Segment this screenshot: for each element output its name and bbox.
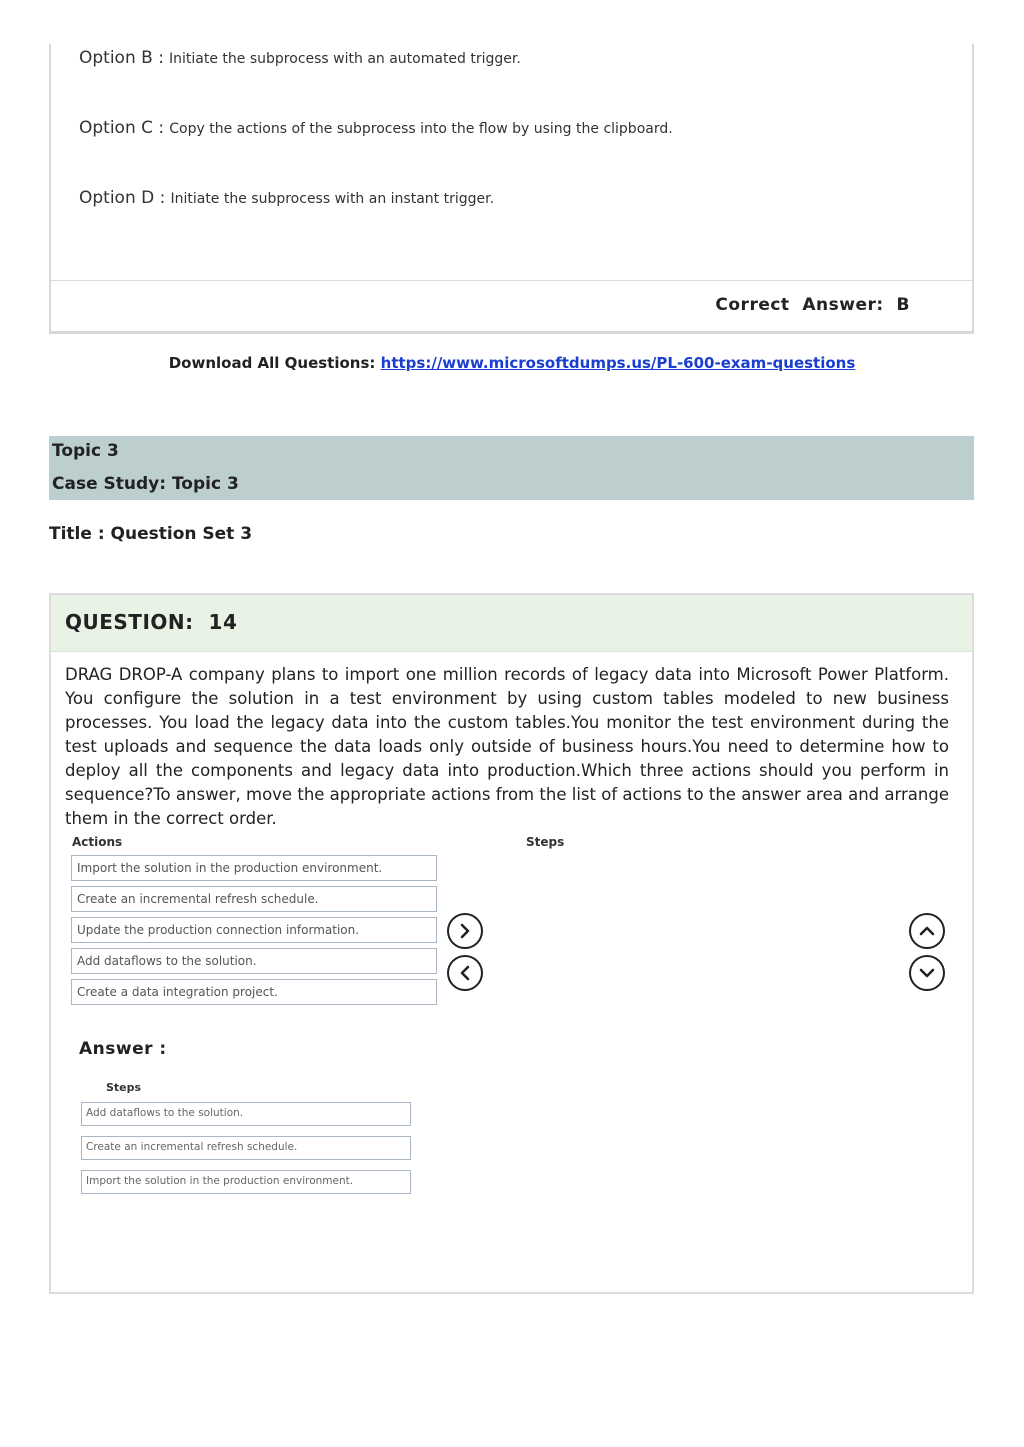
answer-step: Create an incremental refresh schedule. xyxy=(81,1136,411,1160)
correct-answer: Correct Answer: B xyxy=(715,295,910,315)
answer-step: Import the solution in the production environment. xyxy=(81,1170,411,1194)
question-number: QUESTION: 14 xyxy=(65,610,238,634)
download-link[interactable]: https://www.microsoftdumps.us/PL-600-exam-questions xyxy=(380,354,856,372)
action-item[interactable]: Import the solution in the production environment. xyxy=(71,855,437,881)
option-b-label: Option B : xyxy=(79,48,164,68)
previous-question-card xyxy=(49,44,974,334)
divider xyxy=(51,280,972,281)
question-card xyxy=(49,593,974,1294)
action-item[interactable]: Add dataflows to the solution. xyxy=(71,948,437,974)
download-label: Download All Questions: xyxy=(168,354,376,372)
question-header xyxy=(51,595,972,652)
topic-name: Topic 3 xyxy=(52,441,119,461)
option-c-text: Copy the actions of the subprocess into the flow by using the clipboard. xyxy=(169,121,673,137)
actions-header: Actions xyxy=(72,835,123,849)
answer-label: Answer : xyxy=(79,1039,167,1059)
option-b-text: Initiate the subprocess with an automated trigger. xyxy=(169,51,521,67)
case-study: Case Study: Topic 3 xyxy=(52,474,239,494)
move-down-icon[interactable] xyxy=(909,955,945,991)
question-set-title: Title : Question Set 3 xyxy=(49,524,253,544)
download-line xyxy=(0,354,1024,372)
option-d xyxy=(79,188,494,208)
action-item[interactable]: Create a data integration project. xyxy=(71,979,437,1005)
move-left-icon[interactable] xyxy=(447,955,483,991)
option-d-text: Initiate the subprocess with an instant trigger. xyxy=(170,191,495,207)
move-right-icon[interactable] xyxy=(447,913,483,949)
answer-step: Add dataflows to the solution. xyxy=(81,1102,411,1126)
option-b xyxy=(79,48,521,68)
option-d-label: Option D : xyxy=(79,188,166,208)
option-c-label: Option C : xyxy=(79,118,165,138)
action-item[interactable]: Update the production connection information. xyxy=(71,917,437,943)
topic-band xyxy=(49,436,974,500)
answer-steps-header: Steps xyxy=(106,1081,142,1094)
action-item[interactable]: Create an incremental refresh schedule. xyxy=(71,886,437,912)
steps-header: Steps xyxy=(526,835,565,849)
option-c xyxy=(79,118,673,138)
question-text: DRAG DROP-A company plans to import one million records of legacy data into Microsoft Power Platform. You configure the solution in a test environment by using custom tables modeled to new business processes. You load the legacy data into the custom tables.You monitor the test environment during the test uploads and sequence the data loads only outside of business hours.You need to determine how to deploy all the components and legacy data into production.Which three actions should you perform in sequence?To answer, move the appropriate actions from the list of actions to the answer area and arrange them in the correct order. xyxy=(65,665,949,828)
move-up-icon[interactable] xyxy=(909,913,945,949)
